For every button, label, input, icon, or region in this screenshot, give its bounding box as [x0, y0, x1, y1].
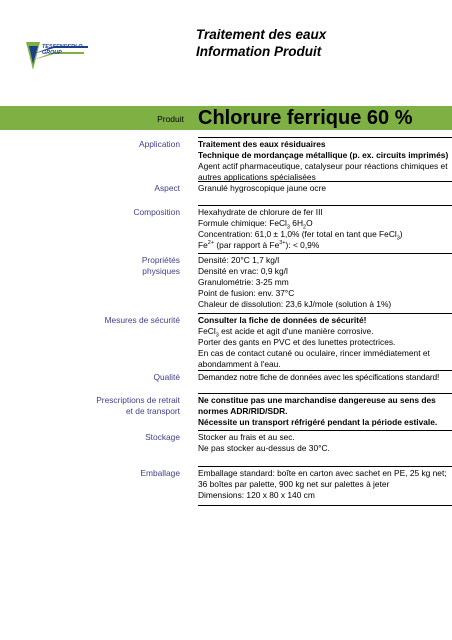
- properties-value: Densité: 20°C 1,7 kg/l Densité en vrac: 0,9 kg/l Granulométrie: 3-25 mm Point de fusion: env. 37°C Chaleur de dissolution: 23,6 kJ/mole (solution à 1%): [198, 255, 392, 309]
- storage-label: Stockage: [145, 432, 180, 442]
- properties-label: Propriétés physiques: [141, 255, 180, 276]
- divider: [198, 313, 452, 314]
- header-title: [196, 26, 326, 60]
- header-line-2: Information Produit: [196, 44, 322, 59]
- packaging-value: Emballage standard: boîte en carton avec sachet en PE, 25 kg net; 36 boîtes par palette, 900 kg net sur palettes à jeter Dimensions: 120 x 80 x 140 cm: [198, 468, 447, 500]
- packaging-label: Emballage: [140, 468, 180, 478]
- divider: [198, 137, 452, 138]
- aspect-label: Aspect: [154, 183, 180, 193]
- composition-label: Composition: [133, 207, 180, 217]
- composition-value: Hexahydrate de chlorure de fer III Formule chimique: FeCl$_3$ $6H_2O$ Concentration: 61,0 ± 1,0% (fer total en tant que FeCl$_3$) $Fe^{2+}$ (par rapport à $Fe^{3+}$): < 0,9%: [198, 207, 403, 250]
- storage-value: Stocker au frais et au sec. Ne pas stocker au-dessus de 30°C.: [198, 432, 330, 453]
- product-name: Chlorure ferrique 60 %: [198, 107, 413, 129]
- safety-value: Consulter la fiche de données de sécurité! FeCl$_3$ est acide et agit d'une manière corrosive. Porter des gants en PVC et des lunettes protectrices. En cas de contact cutané ou oculaire, rincer immédiatement et abondamment à l'eau.: [198, 315, 430, 369]
- divider: [198, 253, 452, 254]
- product-label: Produit: [157, 114, 184, 124]
- divider: [198, 466, 452, 467]
- divider: [198, 205, 452, 206]
- application-label: Application: [139, 139, 180, 149]
- logo-text: TESSENDERLO GROUP: [42, 44, 83, 56]
- divider: [198, 181, 452, 182]
- transport-value: Ne constitue pas une marchandise dangereuse au sens des normes ADR/RID/SDR. Nécessite un transport réfrigéré pendant la période estivale.: [198, 395, 438, 427]
- application-value: Traitement des eaux résiduaires Technique de mordançage métallique (p. ex. circuits imprimés) Agent actif pharmaceutique, catalyseur pour réactions chimiques et autres applications spécialisées: [198, 139, 449, 182]
- quality-label: Qualité: [153, 372, 180, 382]
- divider: [198, 393, 452, 394]
- divider: [198, 430, 452, 431]
- aspect-value: Granulé hygroscopique jaune ocre: [198, 183, 327, 193]
- divider: [198, 505, 452, 506]
- header-line-1: Traitement des eaux: [196, 27, 327, 42]
- quality-value: Demandez notre fiche de données avec les spécifications standard!: [198, 372, 440, 382]
- transport-label: Prescriptions de retrait et de transport: [96, 395, 180, 416]
- safety-label: Mesures de sécurité: [104, 315, 180, 325]
- divider: [198, 370, 452, 371]
